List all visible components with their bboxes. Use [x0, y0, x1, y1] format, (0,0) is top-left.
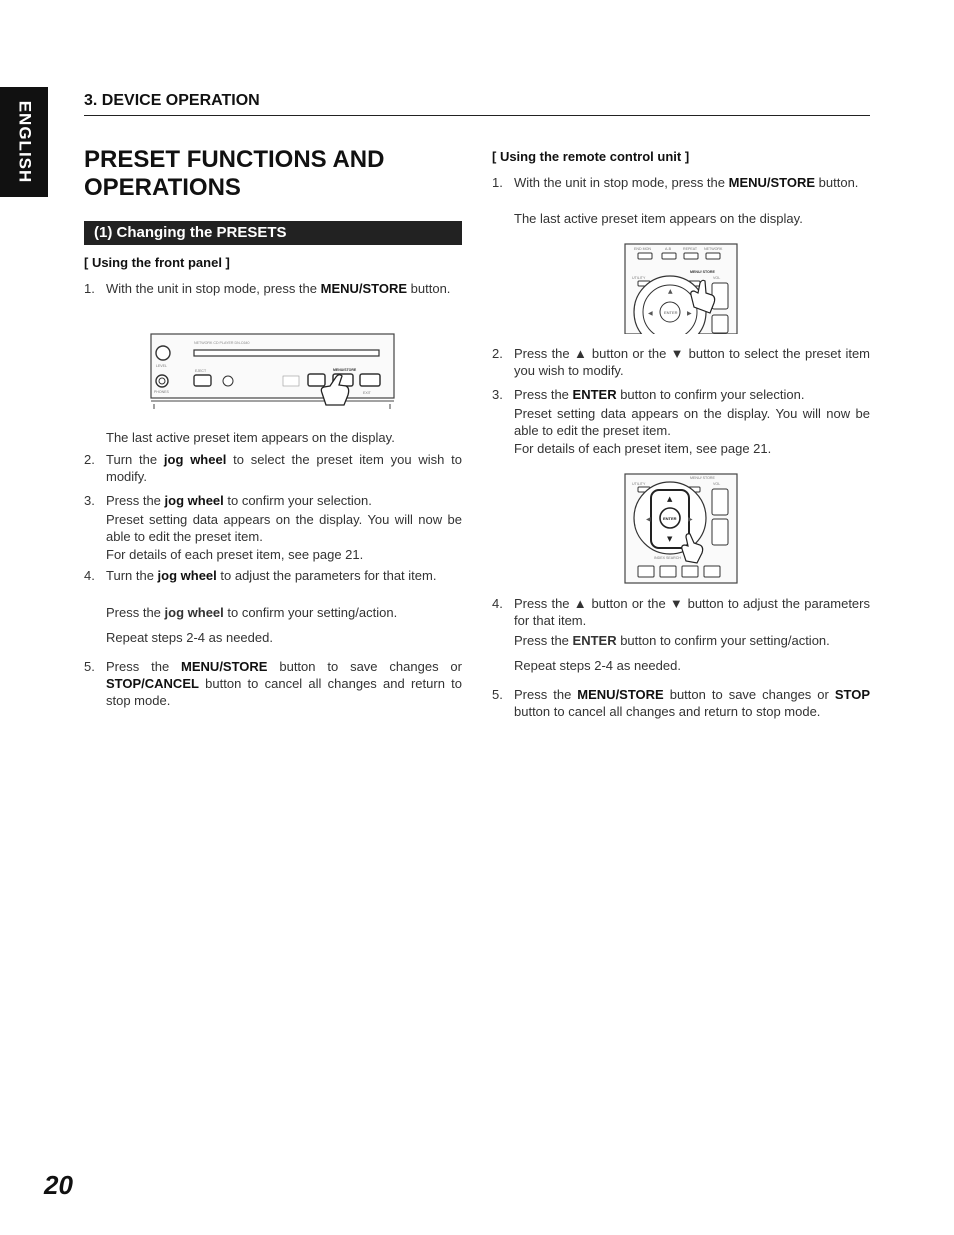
left-step-1: 1. With the unit in stop mode, press the MENU/STORE button. [84, 281, 451, 296]
svg-text:PHONES: PHONES [154, 390, 169, 394]
svg-text:▶: ▶ [687, 310, 692, 317]
svg-text:INDEX SEARCH: INDEX SEARCH [654, 556, 681, 560]
svg-text:ENTER: ENTER [664, 310, 678, 315]
svg-text:◀: ◀ [648, 310, 653, 317]
left-step-3-detail-2: For details of each preset item, see page 21. [106, 547, 364, 562]
svg-text:▶: ▶ [688, 516, 693, 523]
page-title: PRESET FUNCTIONS AND OPERATIONS [84, 146, 385, 201]
left-column [84, 254, 462, 271]
left-after-figure: The last active preset item appears on the display. [106, 430, 395, 445]
svg-text:UTILITY: UTILITY [632, 276, 646, 280]
svg-text:VOL: VOL [713, 482, 721, 486]
right-step-1-detail: The last active preset item appears on the display. [514, 211, 803, 226]
right-step-2: 2. Press the ▲ button or the ▼ button to select the preset item you wish to modify. [492, 346, 870, 378]
header-rule [84, 115, 870, 116]
left-step-4-detail: Press the jog wheel to confirm your setting/action. [106, 605, 398, 620]
svg-text:MENU/STORE: MENU/STORE [333, 368, 357, 372]
svg-text:END MON: END MON [634, 247, 651, 251]
svg-text:◀: ◀ [646, 516, 651, 523]
svg-text:MENU/ STORE: MENU/ STORE [690, 270, 715, 274]
right-step-4: 4. Press the ▲ button or the ▼ button to adjust the parameters for that item. [492, 596, 870, 628]
front-panel-heading: [ Using the front panel ] [84, 255, 230, 270]
svg-text:MENU/ STORE: MENU/ STORE [690, 476, 715, 480]
remote-illustration-2 [624, 473, 738, 584]
remote-heading: [ Using the remote control unit ] [492, 149, 690, 164]
right-step-3-detail-1: Preset setting data appears on the display. You will now be able to edit the preset item. [514, 406, 870, 438]
model-text: NETWORK CD PLAYER DN-C640 [194, 341, 250, 345]
svg-text:EXIT: EXIT [363, 391, 371, 395]
left-step-4: 4. Turn the jog wheel to adjust the parameters for that item. [84, 568, 437, 583]
right-step-3-detail-2: For details of each preset item, see page 21. [514, 441, 772, 456]
svg-text:▲: ▲ [668, 288, 673, 295]
left-step-5: 5. Press the MENU/STORE button to save changes or STOP/CANCEL button to cancel all changes and return to stop mode. [84, 659, 462, 708]
right-step-1: 1. With the unit in stop mode, press the MENU/STORE button. [492, 175, 859, 190]
svg-text:UTILITY: UTILITY [632, 482, 646, 486]
left-step-2: 2. Turn the jog wheel to select the preset item you wish to modify. [84, 452, 462, 484]
svg-text:ENTER: ENTER [663, 516, 677, 521]
svg-text:VOL: VOL [713, 276, 721, 280]
right-column [492, 148, 870, 165]
front-panel-illustration [150, 333, 396, 411]
left-step-3: 3. Press the jog wheel to confirm your selection. [84, 493, 372, 508]
right-repeat: Repeat steps 2-4 as needed. [514, 658, 681, 673]
subsection-heading: (1) Changing the PRESETS [84, 221, 462, 245]
left-step-3-detail-1: Preset setting data appears on the display. You will now be able to edit the preset item. [106, 512, 462, 544]
right-step-5: 5. Press the MENU/STORE button to save changes or STOP button to cancel all changes and return to stop mode. [492, 687, 871, 719]
right-step-4-detail: Press the ENTER button to confirm your setting/action. [514, 633, 830, 648]
svg-text:A-B: A-B [665, 247, 671, 251]
left-repeat: Repeat steps 2-4 as needed. [106, 630, 273, 645]
svg-text:REPEAT: REPEAT [683, 247, 698, 251]
svg-text:▼: ▼ [667, 535, 673, 543]
svg-text:LEVEL: LEVEL [156, 364, 167, 368]
remote-illustration-1 [624, 243, 738, 334]
page-number: 20 [44, 1170, 73, 1200]
svg-text:▲: ▲ [667, 495, 673, 503]
svg-text:EJECT: EJECT [195, 369, 207, 373]
language-tab [0, 87, 48, 197]
section-header: 3. DEVICE OPERATION [84, 92, 260, 109]
svg-text:NETWORK: NETWORK [704, 247, 723, 251]
right-step-3: 3. Press the ENTER button to confirm your selection. [492, 387, 805, 402]
language-tab-label: ENGLISH [15, 100, 34, 184]
